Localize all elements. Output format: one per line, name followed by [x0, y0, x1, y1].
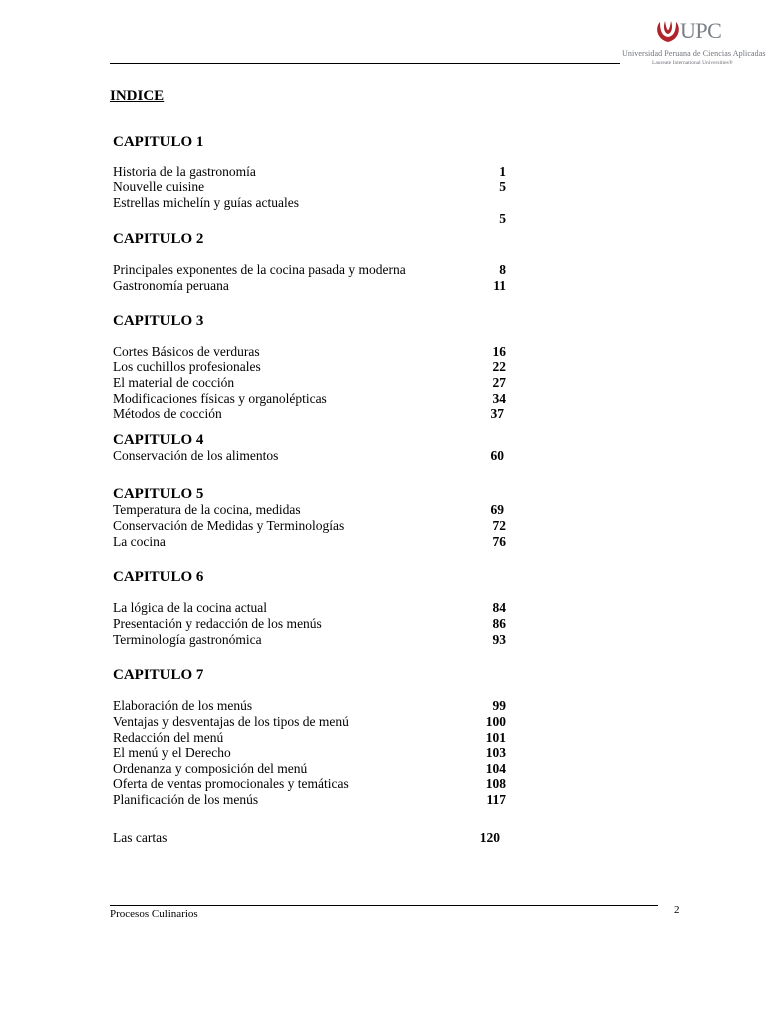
toc-entry: Terminología gastronómica — [113, 632, 262, 647]
toc-page-number: 5 — [499, 179, 506, 194]
toc-page-number: 37 — [490, 406, 504, 421]
logo-name: UPC — [680, 18, 722, 43]
toc-page-number: 84 — [492, 600, 506, 615]
toc-page-number: 93 — [492, 632, 506, 647]
toc-entry: Presentación y redacción de los menús — [113, 616, 322, 631]
upc-logo-icon — [654, 19, 682, 45]
toc-page-number: 69 — [490, 502, 504, 517]
toc-entry: Nouvelle cuisine — [113, 179, 205, 194]
toc-entry: El material de cocción — [113, 375, 235, 390]
toc-page-number: 1 — [499, 164, 506, 179]
logo-university: Universidad Peruana de Ciencias Aplicadas — [622, 49, 766, 58]
footer-rule — [110, 905, 658, 906]
toc-page-number: 22 — [492, 359, 506, 374]
toc-entry: La cocina — [113, 534, 166, 549]
toc-entry: Gastronomía peruana — [113, 278, 229, 293]
toc-entry: Modificaciones físicas y organolépticas — [113, 391, 327, 406]
toc-page-number: 117 — [486, 792, 506, 807]
toc-page-number: 86 — [492, 616, 506, 631]
toc-page-number: 11 — [493, 278, 506, 293]
toc-entry: Cortes Básicos de verduras — [113, 344, 260, 359]
toc-entry: Redacción del menú — [113, 730, 224, 745]
chapter-heading: CAPITULO 3 — [113, 313, 204, 329]
chapter-heading: CAPITULO 7 — [113, 667, 204, 683]
toc-entry: Los cuchillos profesionales — [113, 359, 261, 374]
toc-page-number: 16 — [492, 344, 506, 359]
toc-entry: El menú y el Derecho — [113, 745, 231, 760]
footer-text: Procesos Culinarios — [110, 908, 198, 920]
toc-entry: Ventajas y desventajas de los tipos de menú — [113, 714, 349, 729]
page-number: 2 — [674, 904, 680, 916]
toc-entry: Las cartas — [113, 830, 168, 845]
toc-page-number: 27 — [492, 375, 506, 390]
toc-page-number: 103 — [485, 745, 506, 760]
toc-entry: Principales exponentes de la cocina pasada y moderna — [113, 262, 406, 277]
toc-entry: La lógica de la cocina actual — [113, 600, 268, 615]
chapter-heading: CAPITULO 1 — [113, 134, 204, 150]
toc-page-number: 5 — [499, 211, 506, 226]
toc-entry: Historia de la gastronomía — [113, 164, 256, 179]
toc-page-number: 34 — [492, 391, 506, 406]
toc-entry: Estrellas michelín y guías actuales — [113, 195, 299, 210]
chapter-heading: CAPITULO 5 — [113, 486, 204, 502]
toc-page-number: 60 — [490, 448, 504, 463]
toc-page-number: 101 — [485, 730, 506, 745]
header-rule — [110, 63, 620, 64]
toc-entry: Conservación de Medidas y Terminologías — [113, 518, 345, 533]
logo-tagline: Laureate International Universities® — [652, 60, 733, 66]
toc-entry: Planificación de los menús — [113, 792, 259, 807]
toc-page-number: 120 — [479, 830, 500, 845]
index-title: INDICE — [110, 88, 165, 104]
toc-page-number: 76 — [492, 534, 506, 549]
toc-entry: Conservación de los alimentos — [113, 448, 279, 463]
toc-page-number: 104 — [485, 761, 506, 776]
toc-entry: Elaboración de los menús — [113, 698, 253, 713]
toc-entry: Temperatura de la cocina, medidas — [113, 502, 301, 517]
toc-page-number: 100 — [485, 714, 506, 729]
toc-page-number: 8 — [499, 262, 506, 277]
chapter-heading: CAPITULO 4 — [113, 432, 204, 448]
chapter-heading: CAPITULO 2 — [113, 231, 204, 247]
toc-entry: Métodos de cocción — [113, 406, 222, 421]
toc-entry: Ordenanza y composición del menú — [113, 761, 308, 776]
toc-page-number: 108 — [485, 776, 506, 791]
toc-page-number: 99 — [492, 698, 506, 713]
chapter-heading: CAPITULO 6 — [113, 569, 204, 585]
toc-entry: Oferta de ventas promocionales y temáticas — [113, 776, 349, 791]
toc-page-number: 72 — [492, 518, 506, 533]
